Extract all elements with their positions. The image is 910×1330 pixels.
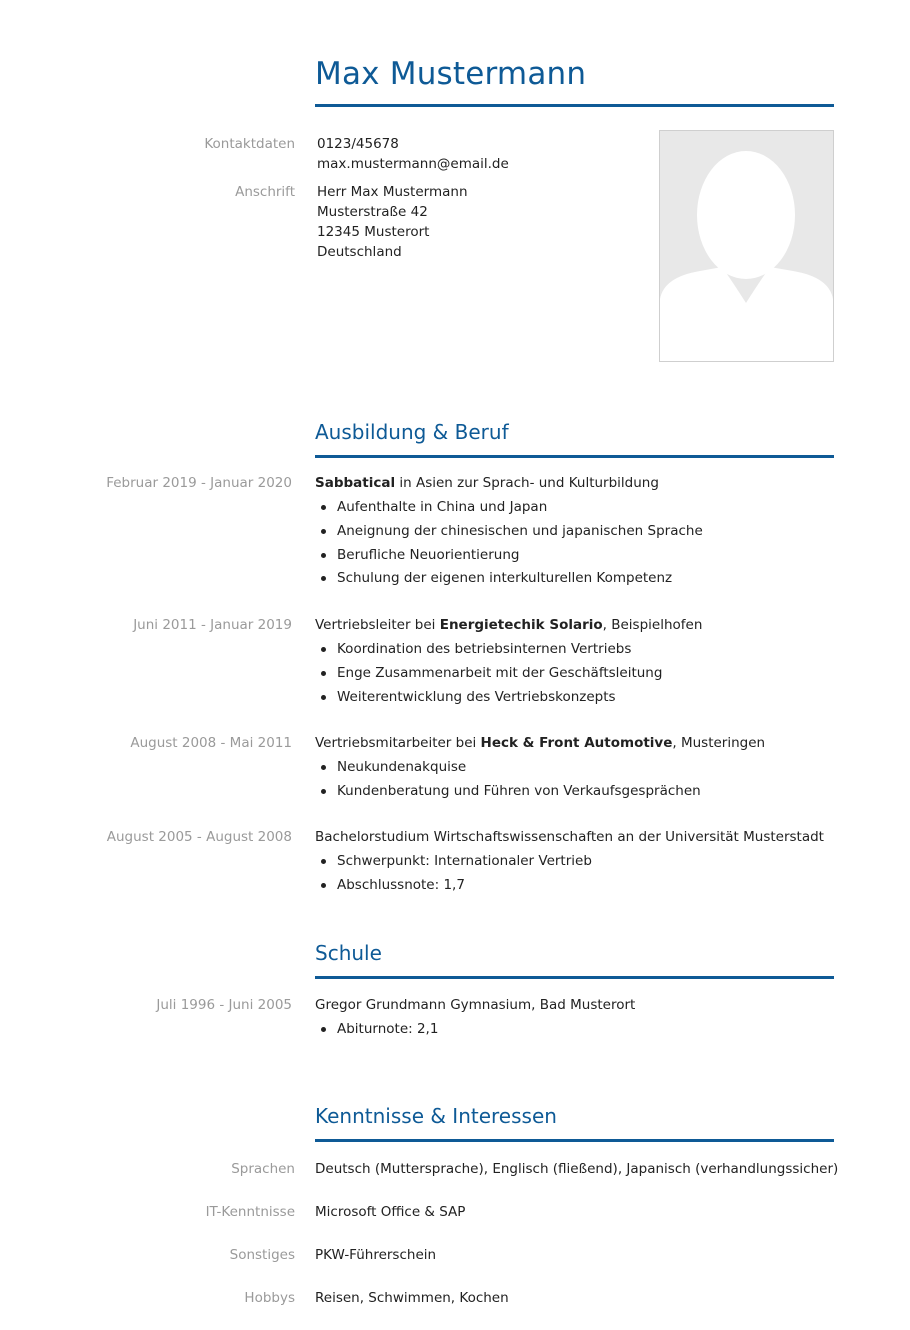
section-title-skills: Kenntnisse & Interessen [315, 1104, 557, 1128]
address-details [317, 182, 468, 262]
entry-title-highlight: Heck & Front Automotive [480, 735, 673, 751]
entry-title-highlight: Energietechik Solario [439, 617, 603, 633]
section-divider [315, 976, 834, 979]
address-line: 12345 Musterort [317, 224, 430, 240]
list-item: Berufliche Neuorientierung [315, 545, 703, 565]
page-title: Max Mustermann [315, 56, 587, 92]
bullet-icon [321, 671, 326, 676]
list-item: Abiturnote: 2,1 [315, 1019, 635, 1039]
bullet-icon [321, 529, 326, 534]
section-title-career: Ausbildung & Beruf [315, 420, 509, 444]
bullet-icon [321, 789, 326, 794]
entry-bullets [315, 851, 824, 895]
contact-label: Kontaktdaten [204, 136, 295, 152]
bullet-icon [321, 576, 326, 581]
entry-title: Sabbatical in Asien zur Sprach- und Kulturbildung [315, 475, 659, 491]
list-item: Schwerpunkt: Internationaler Vertrieb [315, 851, 824, 871]
list-item: Aufenthalte in China und Japan [315, 497, 703, 517]
bullet-icon [321, 859, 326, 864]
section-divider [315, 1139, 834, 1142]
career-entry [315, 615, 702, 710]
skill-value: Deutsch (Muttersprache), Englisch (fließend), Japanisch (verhandlungssicher) [315, 1161, 839, 1177]
list-item: Abschlussnote: 1,7 [315, 875, 824, 895]
entry-date: Juni 2011 - Januar 2019 [133, 617, 292, 633]
skill-value: Microsoft Office & SAP [315, 1204, 466, 1220]
bullet-icon [321, 647, 326, 652]
address-line: Musterstraße 42 [317, 204, 428, 220]
entry-bullets [315, 1019, 635, 1039]
list-item: Schulung der eigenen interkulturellen Kompetenz [315, 568, 703, 588]
entry-date: Februar 2019 - Januar 2020 [106, 475, 292, 491]
entry-bullets [315, 497, 703, 588]
skill-label: IT-Kenntnisse [205, 1204, 295, 1220]
list-item: Aneignung der chinesischen und japanischen Sprache [315, 521, 703, 541]
entry-title: Bachelorstudium Wirtschaftswissenschaften an der Universität Musterstadt [315, 829, 824, 845]
list-item: Neukundenakquise [315, 757, 765, 777]
bullet-icon [321, 505, 326, 510]
profile-photo-placeholder [659, 130, 834, 362]
entry-date: August 2008 - Mai 2011 [130, 735, 292, 751]
section-divider [315, 455, 834, 458]
list-item: Koordination des betriebsinternen Vertriebs [315, 639, 702, 659]
address-line: Deutschland [317, 244, 402, 260]
list-item: Kundenberatung und Führen von Verkaufsgesprächen [315, 781, 765, 801]
person-silhouette-icon [660, 131, 833, 361]
career-entry [315, 473, 703, 592]
entry-title: Vertriebsleiter bei Energietechik Solario, Beispielhofen [315, 617, 703, 633]
career-entry [315, 827, 824, 899]
bullet-icon [321, 765, 326, 770]
section-title-school: Schule [315, 941, 382, 965]
career-entry [315, 733, 765, 805]
list-item: Enge Zusammenarbeit mit der Geschäftsleitung [315, 663, 702, 683]
email: max.mustermann@email.de [317, 156, 509, 172]
address-line: Herr Max Mustermann [317, 184, 468, 200]
skill-label: Hobbys [244, 1290, 295, 1306]
bullet-icon [321, 1027, 326, 1032]
entry-date: Juli 1996 - Juni 2005 [156, 997, 292, 1013]
skill-label: Sprachen [231, 1161, 295, 1177]
school-entry [315, 995, 635, 1043]
entry-title-highlight: Sabbatical [315, 475, 396, 491]
list-item: Weiterentwicklung des Vertriebskonzepts [315, 687, 702, 707]
entry-bullets [315, 639, 702, 707]
skill-value: Reisen, Schwimmen, Kochen [315, 1290, 509, 1306]
title-divider [315, 104, 834, 107]
phone: 0123/45678 [317, 136, 399, 152]
entry-title: Gregor Grundmann Gymnasium, Bad Musterort [315, 997, 636, 1013]
entry-title: Vertriebsmitarbeiter bei Heck & Front Automotive, Musteringen [315, 735, 766, 751]
address-label: Anschrift [235, 184, 295, 200]
skill-value: PKW-Führerschein [315, 1247, 437, 1263]
entry-date: August 2005 - August 2008 [106, 829, 292, 845]
skill-label: Sonstiges [229, 1247, 295, 1263]
bullet-icon [321, 553, 326, 558]
bullet-icon [321, 695, 326, 700]
bullet-icon [321, 883, 326, 888]
contact-details [317, 134, 509, 174]
entry-bullets [315, 757, 765, 801]
